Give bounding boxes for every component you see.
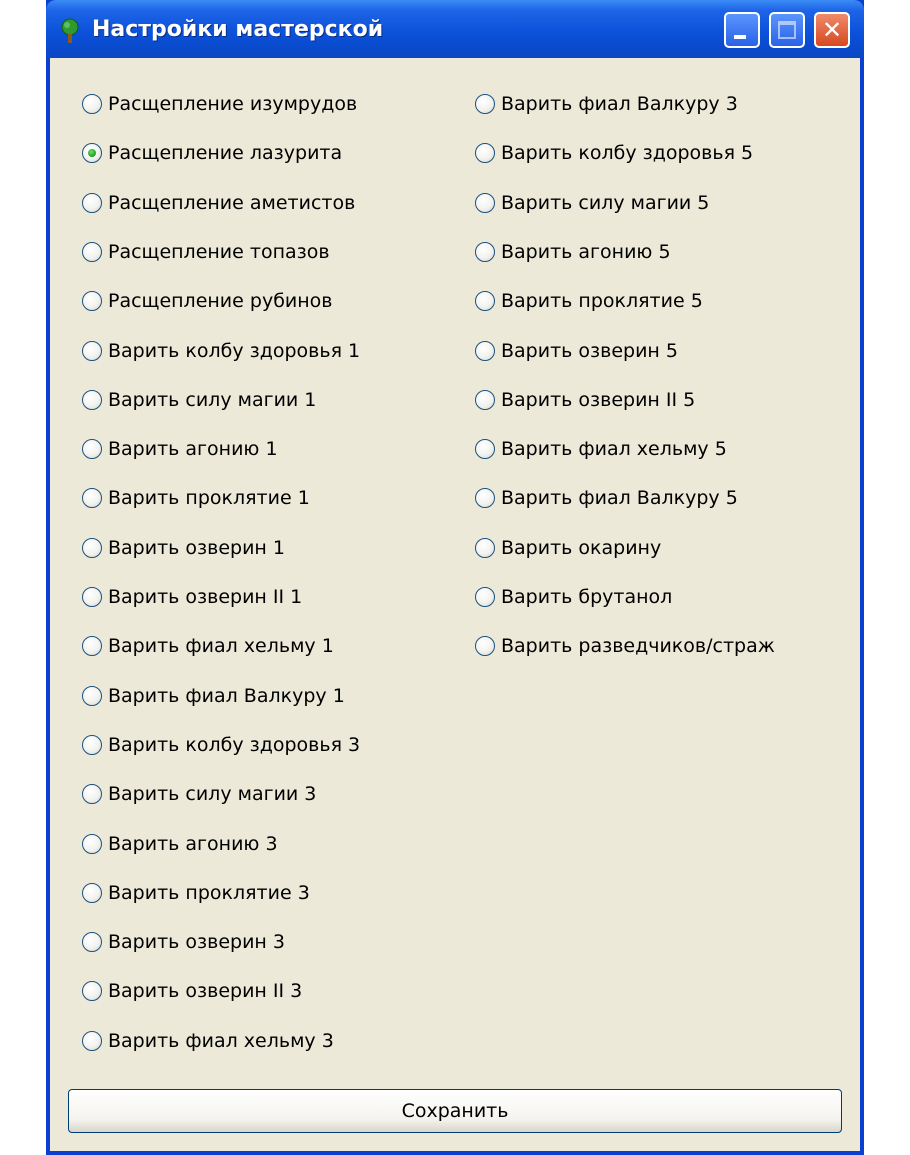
radio-option-label: Варить фиал Валкуру 1 <box>108 684 345 707</box>
radio-option-label: Варить колбу здоровья 3 <box>108 733 361 756</box>
radio-button[interactable] <box>82 932 102 952</box>
radio-button[interactable] <box>475 439 495 459</box>
save-button[interactable]: Сохранить <box>68 1089 842 1133</box>
radio-option[interactable] <box>82 929 285 955</box>
radio-button[interactable] <box>82 883 102 903</box>
radio-button[interactable] <box>475 587 495 607</box>
radio-option[interactable] <box>82 387 316 413</box>
radio-option[interactable] <box>82 732 360 758</box>
radio-button[interactable] <box>475 291 495 311</box>
radio-option[interactable] <box>475 338 678 364</box>
close-icon: ✕ <box>821 16 843 44</box>
radio-option-label: Варить озверин 5 <box>501 339 678 362</box>
radio-option-label: Варить озверин II 5 <box>501 388 696 411</box>
radio-option-label: Расщепление рубинов <box>108 290 333 313</box>
radio-option[interactable] <box>82 535 285 561</box>
radio-button[interactable] <box>82 488 102 508</box>
radio-option-label: Варить фиал хельму 5 <box>501 438 727 461</box>
window-client-area <box>50 58 860 1151</box>
radio-button[interactable] <box>82 538 102 558</box>
radio-option-label: Варить проклятие 1 <box>108 487 310 510</box>
radio-button[interactable] <box>82 242 102 262</box>
radio-option[interactable] <box>82 190 355 216</box>
radio-option[interactable] <box>82 485 310 511</box>
radio-button[interactable] <box>475 488 495 508</box>
radio-button[interactable] <box>475 341 495 361</box>
workshop-settings-window <box>46 0 864 1155</box>
radio-option-label: Варить силу магии 3 <box>108 783 317 806</box>
radio-option-label: Варить проклятие 3 <box>108 881 310 904</box>
radio-option[interactable] <box>475 535 661 561</box>
radio-button[interactable] <box>475 538 495 558</box>
radio-button[interactable] <box>82 439 102 459</box>
radio-option-label: Варить фиал Валкуру 3 <box>501 93 738 115</box>
radio-option[interactable] <box>82 880 310 906</box>
radio-button[interactable] <box>82 981 102 1001</box>
radio-button[interactable] <box>475 390 495 410</box>
radio-option[interactable] <box>82 288 333 314</box>
radio-option[interactable] <box>475 140 753 166</box>
radio-button[interactable] <box>82 193 102 213</box>
radio-option-label: Варить колбу здоровья 5 <box>501 142 754 165</box>
radio-button[interactable] <box>82 834 102 854</box>
radio-button[interactable] <box>82 686 102 706</box>
radio-option-label: Варить силу магии 5 <box>501 191 710 214</box>
radio-button[interactable] <box>82 784 102 804</box>
radio-option[interactable] <box>475 288 703 314</box>
radio-button[interactable] <box>475 636 495 656</box>
radio-option[interactable] <box>82 978 302 1004</box>
radio-button[interactable] <box>82 735 102 755</box>
radio-option-label: Варить проклятие 5 <box>501 290 703 313</box>
radio-button[interactable] <box>475 193 495 213</box>
radio-option-label: Варить агонию 5 <box>501 240 671 263</box>
radio-option[interactable] <box>82 633 334 659</box>
radio-option-label: Варить фиал Валкуру 5 <box>501 487 738 510</box>
radio-option-label: Расщепление топазов <box>108 240 330 263</box>
minimize-button[interactable] <box>724 12 760 48</box>
radio-option-label: Варить агонию 3 <box>108 832 278 855</box>
radio-option[interactable] <box>475 584 672 610</box>
radio-option[interactable] <box>82 781 316 807</box>
radio-option-label: Варить брутанол <box>501 586 673 608</box>
radio-option[interactable] <box>82 436 278 462</box>
radio-button-checked[interactable] <box>82 143 102 163</box>
radio-button[interactable] <box>475 242 495 262</box>
radio-option[interactable] <box>82 1028 334 1054</box>
close-button[interactable] <box>814 12 850 48</box>
radio-button[interactable] <box>82 291 102 311</box>
radio-option-label: Варить озверин 3 <box>108 931 285 954</box>
radio-button[interactable] <box>82 636 102 656</box>
radio-option[interactable] <box>475 190 709 216</box>
radio-option-label: Варить силу магии 1 <box>108 388 317 411</box>
radio-button[interactable] <box>82 1031 102 1051</box>
radio-option-label: Варить агонию 1 <box>108 438 278 461</box>
radio-option-label: Расщепление изумрудов <box>108 93 358 115</box>
radio-option[interactable] <box>82 239 330 265</box>
radio-option-label: Расщепление лазурита <box>108 142 343 165</box>
radio-option-label: Варить колбу здоровья 1 <box>108 339 361 362</box>
title-bar[interactable] <box>46 0 864 58</box>
radio-button[interactable] <box>82 390 102 410</box>
radio-option[interactable] <box>82 683 345 709</box>
radio-option[interactable] <box>475 485 738 511</box>
radio-button[interactable] <box>82 94 102 114</box>
radio-option[interactable] <box>82 831 278 857</box>
radio-option[interactable] <box>82 140 342 166</box>
radio-option-label: Варить фиал хельму 1 <box>108 635 334 658</box>
radio-option-label: Варить озверин II 3 <box>108 980 303 1003</box>
radio-option[interactable] <box>82 584 302 610</box>
radio-option[interactable] <box>475 633 775 659</box>
radio-button[interactable] <box>82 341 102 361</box>
radio-button[interactable] <box>475 94 495 114</box>
radio-option-label: Расщепление аметистов <box>108 191 356 214</box>
radio-option-label: Варить фиал хельму 3 <box>108 1029 334 1052</box>
radio-option-label: Варить озверин II 1 <box>108 586 303 608</box>
radio-option[interactable] <box>82 338 360 364</box>
radio-button[interactable] <box>82 587 102 607</box>
radio-option-label: Варить разведчиков/страж <box>501 635 775 658</box>
maximize-button[interactable] <box>769 12 805 48</box>
radio-option[interactable] <box>475 436 727 462</box>
radio-option[interactable] <box>475 387 695 413</box>
radio-option[interactable] <box>82 91 357 117</box>
radio-option-label: Варить окарину <box>501 536 662 559</box>
radio-option[interactable] <box>475 91 738 117</box>
tree-icon <box>58 18 82 44</box>
radio-button[interactable] <box>475 143 495 163</box>
radio-option[interactable] <box>475 239 671 265</box>
radio-option-label: Варить озверин 1 <box>108 536 285 559</box>
window-title: Настройки мастерской <box>92 17 384 42</box>
